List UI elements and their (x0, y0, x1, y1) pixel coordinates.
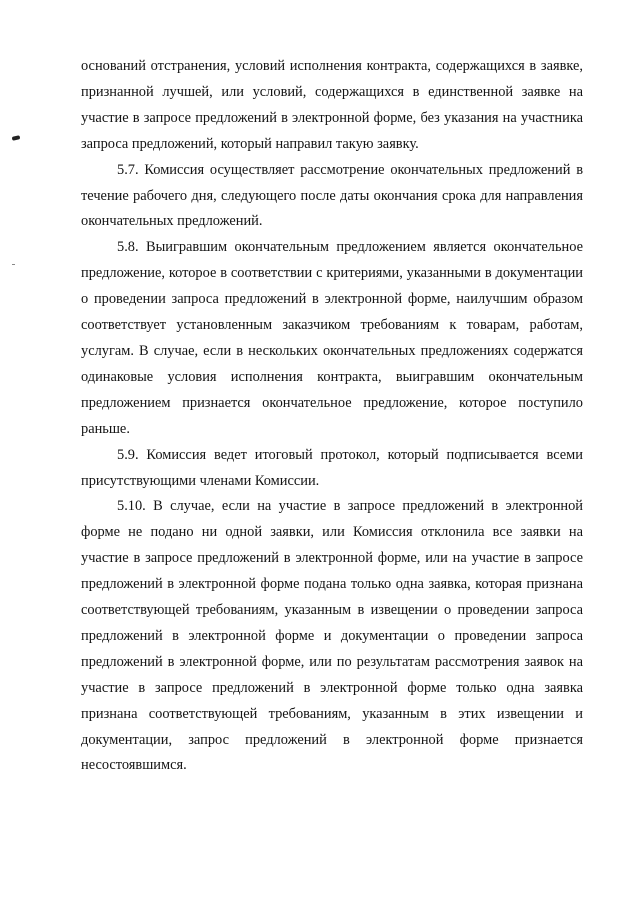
paragraph-5-9: 5.9. Комиссия ведет итоговый протокол, который подписывается всеми присутствующими членами Комиссии. (81, 446, 583, 489)
paragraph-continuation: оснований отстранения, условий исполнения контракта, содержащихся в заявке, признанной лучшей, или условий, содержащихся в единственной заявке на участие в запросе предложений в электронной форме, без указания на участника запроса предложений, который направил такую заявку. (81, 58, 583, 152)
paragraph-5-7: 5.7. Комиссия осуществляет рассмотрение окончательных предложений в течение рабочего дня, следующего после даты окончания срока для направления окончательных предложений. (81, 161, 583, 230)
paragraph-5-10: 5.10. В случае, если на участие в запросе предложений в электронной форме не подано ни одной заявки, или Комиссия отклонила все заявки на участие в запросе предложений в электронной форме, или на участие в запросе предложений в электронной форме подана только одна заявка, которая признана соответствующей требованиям, указанным в извещении о проведении запроса предложений в электронной форме и документации о проведении запроса предложений в электронной форме, или по результатам рассмотрения заявок на участие в запросе предложений в электронной форме только одна заявка признана соответствующей требованиям, указанным в этих извещении и документации, запрос предложений в электронной форме признается несостоявшимся. (81, 498, 583, 774)
margin-ink-dot (12, 264, 15, 265)
document-body (81, 54, 583, 779)
paragraph-5-8: 5.8. Выигравшим окончательным предложением является окончательное предложение, которое в соответствии с критериями, указанными в документации о проведении запроса предложений в электронной форме, наилучшим образом соответствует установленным заказчиком требованиям к товарам, работам, услугам. В случае, если в нескольких окончательных предложениях содержатся одинаковые условия исполнения контракта, выигравшим окончательным предложением признается окончательное предложение, которое поступило раньше. (81, 239, 583, 437)
margin-ink-mark (12, 135, 21, 141)
